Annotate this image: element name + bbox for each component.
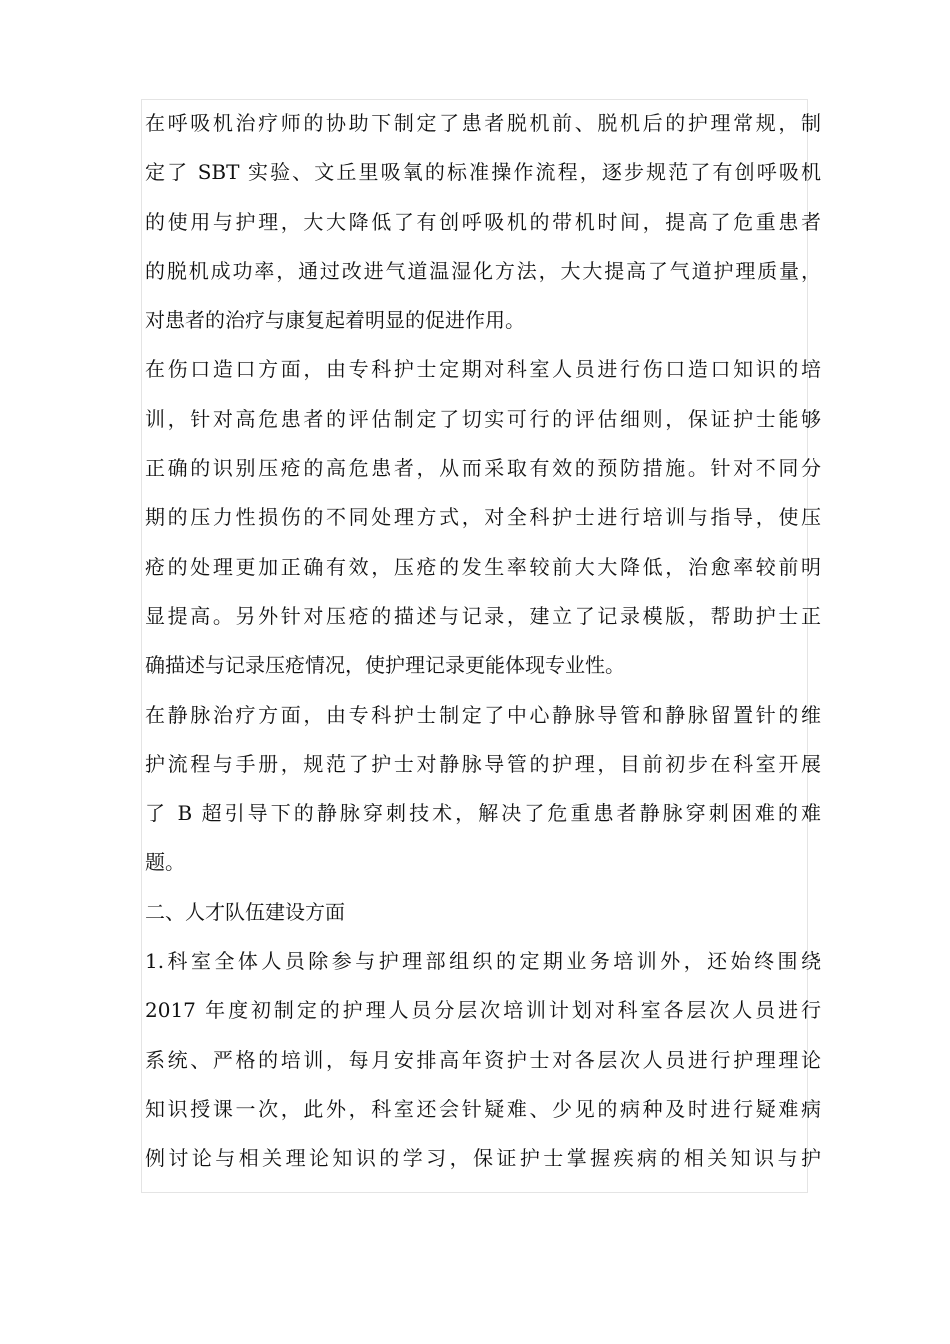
text-line: 在静脉治疗方面，由专科护士制定了中心静脉导管和静脉留置针的维 [145, 702, 821, 727]
text-line: 对患者的治疗与康复起着明显的促进作用。 [145, 308, 525, 333]
text-line: 知识授课一次，此外，科室还会针疑难、少见的病种及时进行疑难病 [145, 1096, 821, 1121]
document-body [145, 99, 821, 1184]
text-line: 期的压力性损伤的不同处理方式，对全科护士进行培训与指导，使压 [145, 505, 821, 530]
text-line: 例讨论与相关理论知识的学习，保证护士掌握疾病的相关知识与护 [145, 1146, 821, 1171]
text-line: 1.科室全体人员除参与护理部组织的定期业务培训外，还始终围绕 [145, 949, 821, 974]
text-line: 二、人才队伍建设方面 [145, 899, 345, 924]
text-line: 了 B 超引导下的静脉穿刺技术，解决了危重患者静脉穿刺困难的难 [145, 801, 821, 826]
text-line: 的使用与护理，大大降低了有创呼吸机的带机时间，提高了危重患者 [145, 209, 821, 234]
text-line: 的脱机成功率，通过改进气道温湿化方法，大大提高了气道护理质量， [145, 258, 821, 283]
text-line: 疮的处理更加正确有效，压疮的发生率较前大大降低，治愈率较前明 [145, 554, 821, 579]
text-line: 训，针对高危患者的评估制定了切实可行的评估细则，保证护士能够 [145, 406, 821, 431]
text-line: 2017 年度初制定的护理人员分层次培训计划对科室各层次人员进行 [145, 998, 821, 1023]
text-line: 在伤口造口方面，由专科护士定期对科室人员进行伤口造口知识的培 [145, 357, 821, 382]
text-line: 定了 SBT 实验、文丘里吸氧的标准操作流程，逐步规范了有创呼吸机 [145, 160, 821, 185]
text-line: 确描述与记录压疮情况，使护理记录更能体现专业性。 [145, 653, 625, 678]
text-line: 题。 [145, 850, 185, 875]
text-line: 系统、严格的培训，每月安排高年资护士对各层次人员进行护理理论 [145, 1047, 821, 1072]
text-line: 正确的识别压疮的高危患者，从而采取有效的预防措施。针对不同分 [145, 456, 821, 481]
text-line: 护流程与手册，规范了护士对静脉导管的护理，目前初步在科室开展 [145, 751, 821, 776]
text-line: 显提高。另外针对压疮的描述与记录，建立了记录模版，帮助护士正 [145, 603, 821, 628]
text-line: 在呼吸机治疗师的协助下制定了患者脱机前、脱机后的护理常规，制 [145, 111, 821, 135]
